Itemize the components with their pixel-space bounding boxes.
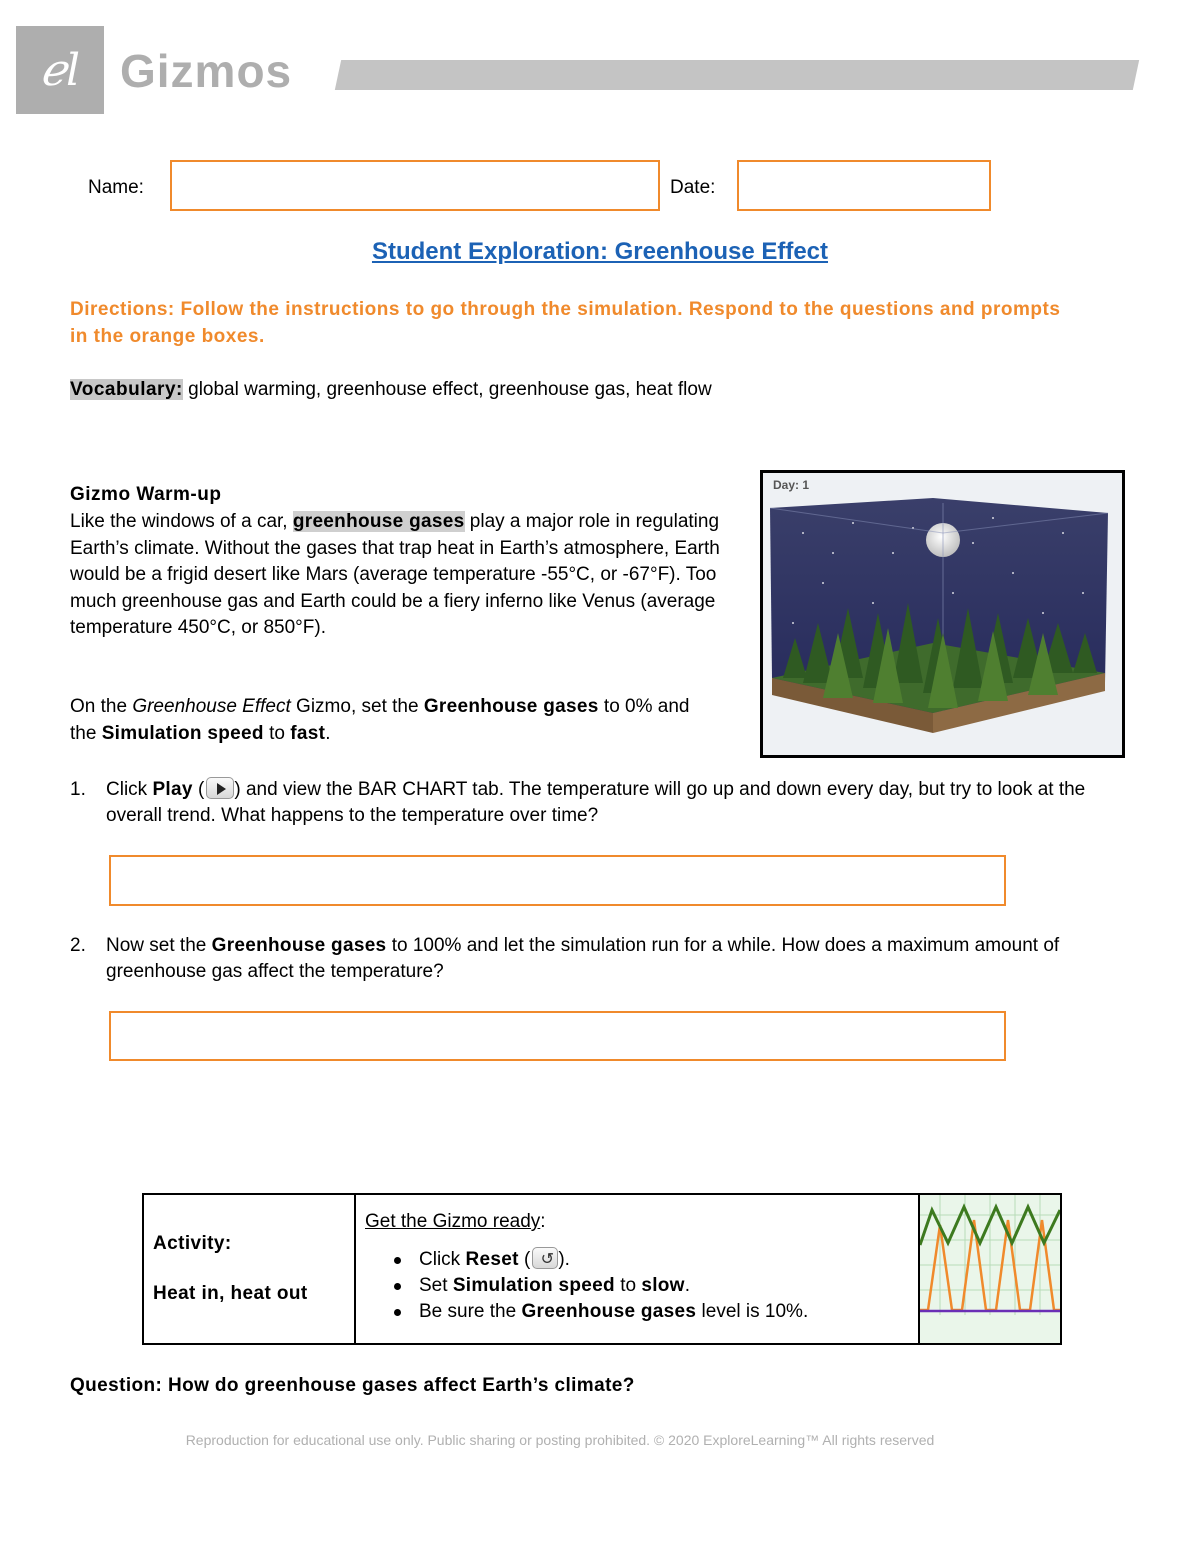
- play-icon: [206, 777, 234, 799]
- question-text: to 100% and let the simulation run for a while. How does a maximum amount of greenhouse gas affect the temperature?: [106, 935, 1060, 982]
- gizmos-logo: [16, 26, 104, 114]
- footer-copyright: Reproduction for educational use only. Public sharing or posting prohibited. © 2020 ExploreLearning™ All rights reserved: [185, 1432, 935, 1448]
- highlight-term: greenhouse gases: [292, 511, 465, 532]
- step-text: level is 10%.: [696, 1301, 809, 1322]
- step-text: Click: [419, 1249, 466, 1270]
- question-text: (: [192, 779, 205, 800]
- date-field[interactable]: [737, 160, 991, 211]
- brand-name: Gizmos: [120, 45, 293, 97]
- name-label: Name:: [88, 177, 144, 198]
- sim-day-label: Day: 1: [773, 478, 810, 492]
- instruction-bold: Simulation speed: [101, 722, 264, 744]
- reset-icon: ↺: [532, 1247, 558, 1269]
- vocabulary-terms: global warming, greenhouse effect, greenhouse gas, heat flow: [182, 379, 712, 400]
- instruction-text: to 0% and the: [70, 696, 690, 744]
- list-item: [365, 1273, 918, 1299]
- ready-colon: :: [540, 1211, 546, 1232]
- instruction-text: On the: [70, 696, 133, 717]
- gizmo-name: Greenhouse Effect: [132, 696, 291, 717]
- question-2-number: 2.: [70, 935, 86, 956]
- instruction-bold: fast: [290, 722, 326, 744]
- question-text: Click: [106, 779, 153, 800]
- activity-label-cell: [144, 1195, 356, 1343]
- main-question: Question: How do greenhouse gases affect Earth’s climate?: [70, 1375, 635, 1396]
- list-item: [365, 1299, 918, 1325]
- question-2-text: [106, 933, 1106, 985]
- ready-heading: Get the Gizmo ready: [365, 1211, 541, 1232]
- activity-table: [142, 1193, 1062, 1345]
- activity-instructions-cell: [356, 1195, 920, 1343]
- el-logo-icon: ℯl: [39, 44, 81, 96]
- warmup-instructions: [70, 694, 720, 747]
- list-item: [365, 1247, 918, 1273]
- warmup-text: Like the windows of a car,: [70, 511, 293, 532]
- header-bar: [335, 60, 1139, 90]
- step-text: Set: [419, 1275, 453, 1296]
- step-text: (: [518, 1249, 531, 1270]
- activity-name: Heat in, heat out: [153, 1283, 308, 1304]
- warmup-title: Gizmo Warm-up: [70, 484, 222, 505]
- question-bold: Play: [152, 779, 193, 800]
- simulation-image: [760, 470, 1125, 758]
- vocabulary: [70, 377, 712, 403]
- ready-steps: [365, 1247, 918, 1325]
- date-label: Date:: [670, 177, 716, 198]
- activity-graph-thumbnail: [920, 1195, 1060, 1343]
- warmup-paragraph: [70, 509, 730, 642]
- instruction-text: Gizmo, set the: [290, 696, 424, 717]
- instruction-bold: Greenhouse gases: [423, 696, 599, 717]
- step-bold: slow: [641, 1275, 685, 1296]
- step-bold: Simulation speed: [452, 1275, 615, 1296]
- warmup-text: play a major role in regulating Earth’s climate. Without the gases that trap heat in Earth’s atmosphere, Earth would be a frigid desert like Mars (average temperature -55°C, or -67°F). Too much greenhouse gas and Earth could be a fiery inferno like Venus (average temperature 450°C, or 850°F).: [70, 511, 720, 638]
- question-1-number: 1.: [70, 779, 86, 800]
- step-bold: Reset: [465, 1249, 519, 1270]
- instruction-text: to: [263, 722, 291, 744]
- page-title: Student Exploration: Greenhouse Effect: [371, 238, 829, 265]
- step-text: .: [684, 1275, 691, 1296]
- vocabulary-label: Vocabulary:: [70, 379, 183, 400]
- name-field[interactable]: [170, 160, 660, 211]
- question-bold: Greenhouse gases: [211, 935, 387, 956]
- temperature-graph-icon: [920, 1195, 1060, 1343]
- activity-label: Activity:: [153, 1233, 232, 1254]
- directions: Directions: Follow the instructions to go through the simulation. Respond to the questions and prompts in the orange boxes.: [70, 299, 1061, 347]
- answer-box-1[interactable]: [109, 855, 1006, 906]
- answer-box-2[interactable]: [109, 1011, 1006, 1061]
- question-text: ) and view the BAR CHART tab. The temperature will go up and down every day, but try to look at the overall trend. What happens to the temperature over time?: [106, 779, 1086, 826]
- instruction-text: .: [325, 722, 331, 744]
- step-text: to: [614, 1275, 642, 1296]
- question-1-text: [106, 777, 1126, 829]
- question-text: Now set the: [106, 935, 212, 956]
- step-text: ).: [558, 1249, 570, 1270]
- step-bold: Greenhouse gases: [521, 1301, 697, 1322]
- step-text: Be sure the: [419, 1301, 522, 1322]
- greenhouse-box-illustration: [763, 473, 1122, 755]
